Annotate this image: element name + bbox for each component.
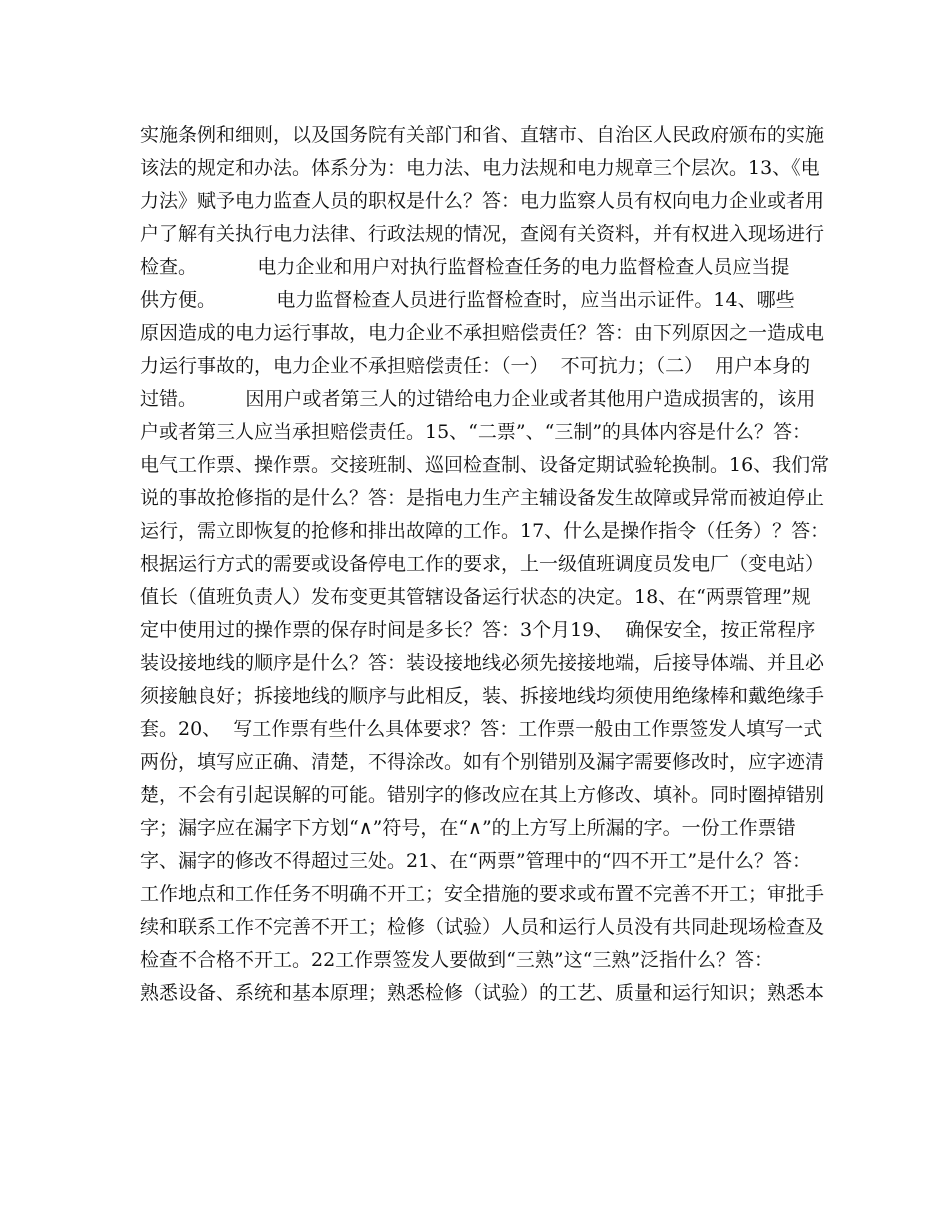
text-line: 工作地点和工作任务不明确不开工；安全措施的要求或布置不完善不开工；审批手 [140,883,825,905]
text-line: 根据运行方式的需要或设备停电工作的要求，上一级值班调度员发电厂（变电站） [140,553,825,575]
text-line: 装设接地线的顺序是什么？答：装设接地线必须先接接地端，后接导体端、并且必 [140,652,825,674]
text-line: 原因造成的电力运行事故，电力企业不承担赔偿责任？答：由下列原因之一造成电 [140,322,825,344]
text-line: 两份，填写应正确、清楚，不得涂改。如有个别错别及漏字需要修改时，应字迹清 [140,751,825,773]
text-line: 续和联系工作不完善不开工；检修（试验）人员和运行人员没有共同赴现场检查及 [140,916,825,938]
text-line: 过错。 因用户或者第三人的过错给电力企业或者其他用户造成损害的，该用 [140,388,816,410]
text-line: 供方便。 电力监督检查人员进行监督检查时，应当出示证件。14、哪些 [140,289,795,311]
text-line: 运行，需立即恢复的抢修和排出故障的工作。17、什么是操作指令（任务）？答： [140,520,830,542]
text-line: 检查。 电力企业和用户对执行监督检查任务的电力监督检查人员应当提 [140,256,790,278]
text-line: 力运行事故的，电力企业不承担赔偿责任：（一） 不可抗力；（二） 用户本身的 [140,355,811,377]
text-line: 套。20、 写工作票有些什么具体要求？答：工作票一般由工作票签发人填写一式 [140,718,823,740]
body-text [140,119,830,1010]
text-line: 电气工作票、操作票。交接班制、巡回检查制、设备定期试验轮换制。16、我们常 [140,454,830,476]
text-line: 户或者第三人应当承担赔偿责任。15、“二票”、“三制”的具体内容是什么？答： [140,421,812,443]
text-line: 检查不合格不开工。22工作票签发人要做到“三熟”这“三熟”泛指什么？答： [140,949,774,971]
text-line: 值长（值班负责人）发布变更其管辖设备运行状态的决定。18、在“两票管理”规 [140,586,811,608]
text-line: 力法》赋予电力监查人员的职权是什么？答：电力监察人员有权向电力企业或者用 [140,190,825,212]
text-line: 实施条例和细则，以及国务院有关部门和省、直辖市、自治区人民政府颁布的实施 [140,124,825,146]
text-line: 须接触良好；拆接地线的顺序与此相反，装、拆接地线均须使用绝缘棒和戴绝缘手 [140,685,825,707]
text-line: 该法的规定和办法。体系分为：电力法、电力法规和电力规章三个层次。13、《电 [140,157,820,179]
text-line: 说的事故抢修指的是什么？答：是指电力生产主辅设备发生故障或异常而被迫停止 [140,487,825,509]
text-line: 字、漏字的修改不得超过三处。21、在“两票”管理中的“四不开工”是什么？答： [140,850,812,872]
text-line: 楚，不会有引起误解的可能。错别字的修改应在其上方修改、填补。同时圈掉错别 [140,784,825,806]
text-line: 户了解有关执行电力法律、行政法规的情况，查阅有关资料，并有权进入现场进行 [140,223,825,245]
text-line: 字；漏字应在漏字下方划“∧”符号，在“∧”的上方写上所漏的字。一份工作票错 [140,817,796,839]
text-line: 熟悉设备、系统和基本原理；熟悉检修（试验）的工艺、质量和运行知识；熟悉本 [140,982,825,1004]
text-line: 定中使用过的操作票的保存时间是多长？答：3个月19、 确保安全，按正常程序 [140,619,816,641]
